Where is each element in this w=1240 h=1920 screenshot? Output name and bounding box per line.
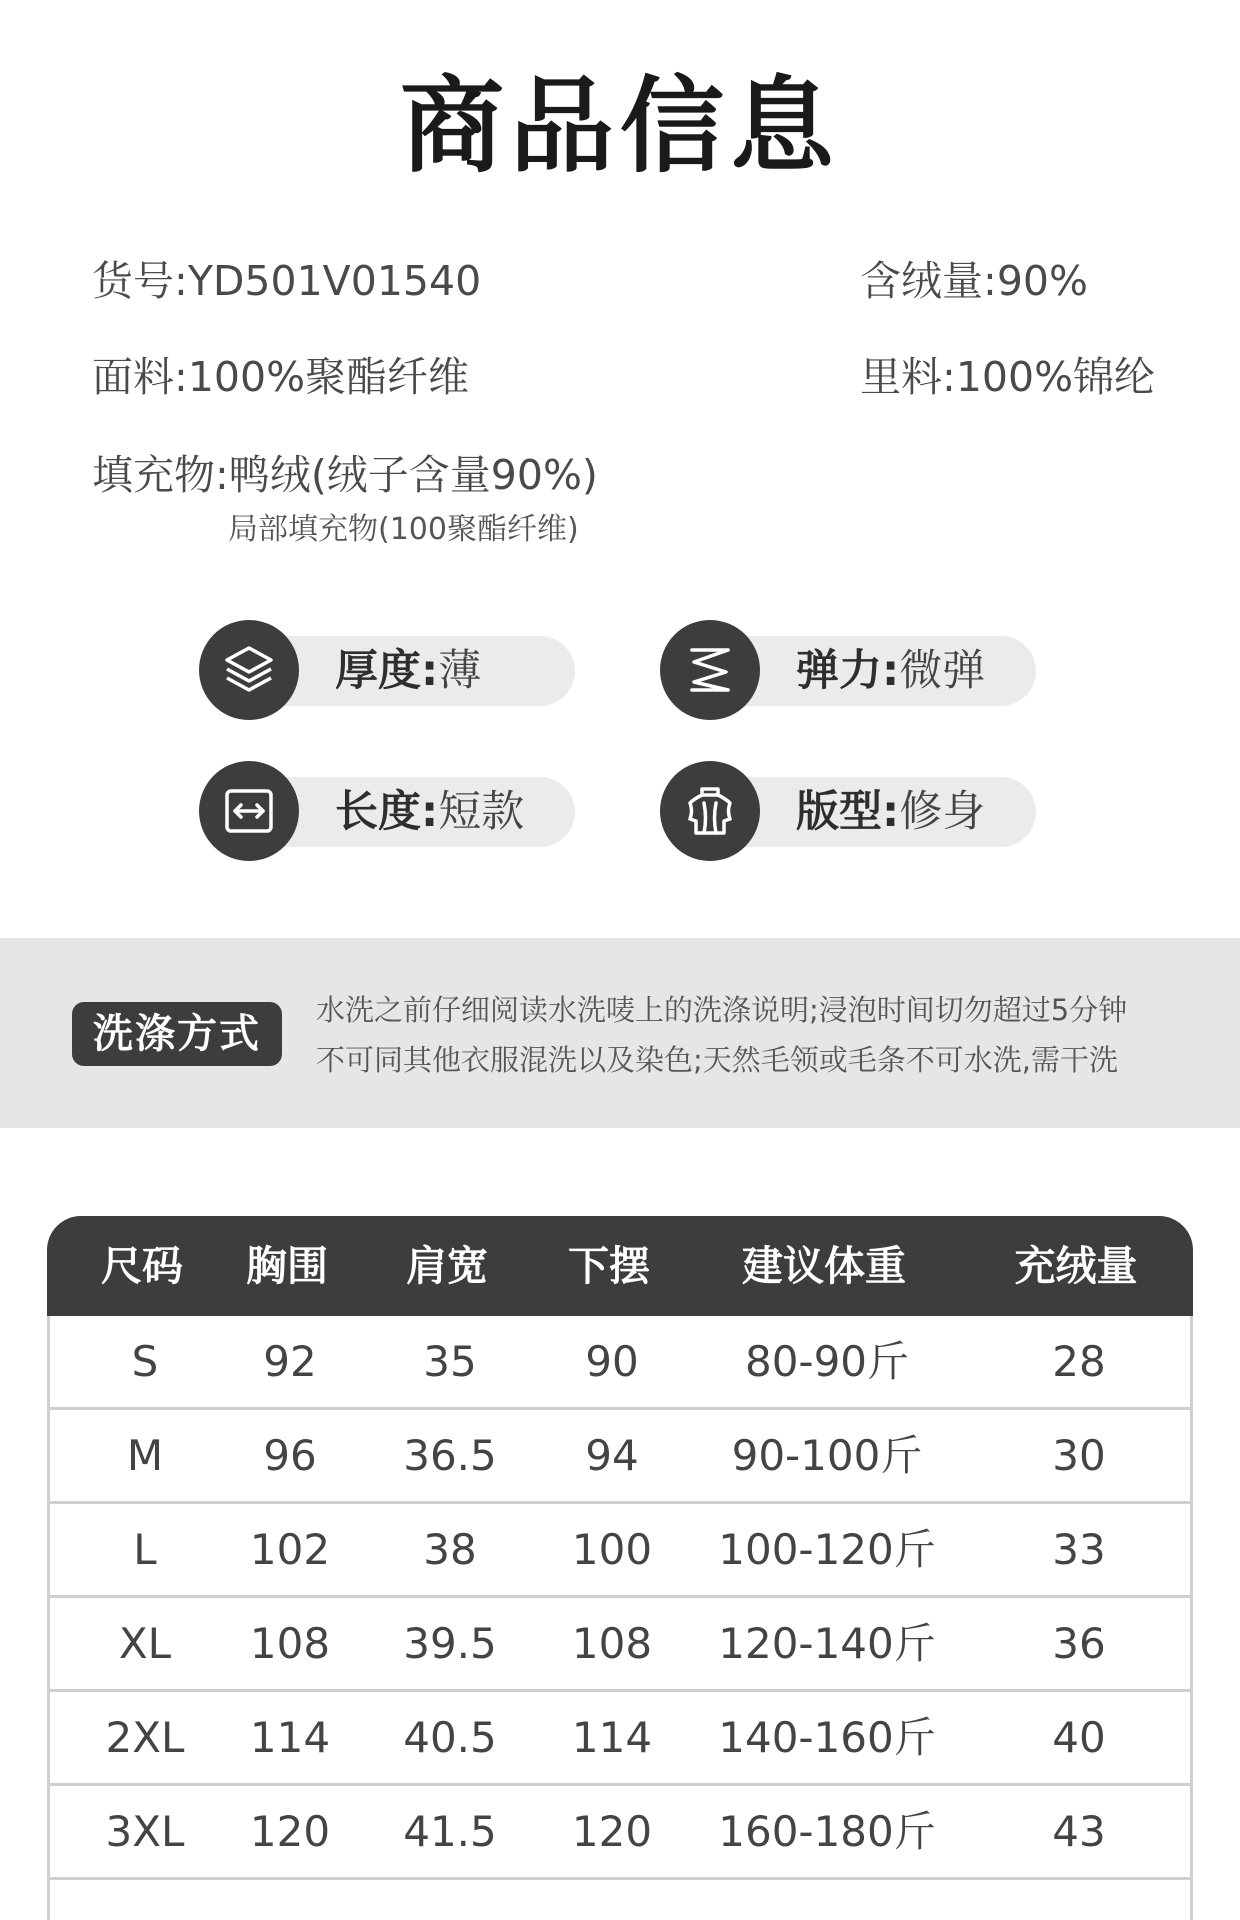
cell-size: L: [133, 1525, 157, 1574]
item-number: 货号:YD501V01540: [92, 257, 482, 305]
cell-weight: 140-160斤: [718, 1713, 936, 1762]
cell-size: M: [126, 1431, 164, 1480]
attr-value: 短款: [438, 787, 525, 837]
table-row: [47, 1410, 1193, 1504]
cell-chest: 108: [249, 1619, 331, 1668]
header-shoulder: 肩宽: [406, 1242, 488, 1290]
lining-info: 里料:100%锦纶: [860, 353, 1156, 401]
filling-info: 填充物:鸭绒(绒子含量90%): [92, 451, 598, 499]
cell-chest: 92: [263, 1337, 317, 1386]
cell-shoulder: 41.5: [403, 1807, 497, 1856]
attr-label: 厚度:: [335, 646, 439, 696]
cell-weight: 120-140斤: [718, 1619, 936, 1668]
header-weight: 建议体重: [742, 1242, 906, 1290]
attr-value: 微弹: [899, 646, 986, 696]
cell-weight: 100-120斤: [718, 1525, 936, 1574]
down-content: 含绒量:90%: [860, 257, 1088, 305]
cell-down-fill: 28: [1052, 1337, 1106, 1386]
cell-chest: 120: [249, 1807, 331, 1856]
cell-hem: 114: [571, 1713, 653, 1762]
cell-shoulder: 40.5: [403, 1713, 497, 1762]
attr-fit: [660, 761, 1036, 861]
attr-text: [796, 777, 985, 847]
fabric-info: 面料:100%聚酯纤维: [92, 353, 470, 401]
layers-icon: [199, 620, 299, 720]
cell-chest: 114: [249, 1713, 331, 1762]
cell-hem: 120: [571, 1807, 653, 1856]
table-row: [47, 1598, 1193, 1692]
cell-chest: 96: [263, 1431, 317, 1480]
cell-weight: 80-90斤: [744, 1337, 910, 1386]
cell-hem: 94: [585, 1431, 639, 1480]
cell-hem: 100: [571, 1525, 653, 1574]
table-row: [47, 1504, 1193, 1598]
cell-shoulder: 36.5: [403, 1431, 497, 1480]
cell-hem: 90: [585, 1337, 639, 1386]
table-row: [47, 1786, 1193, 1880]
attr-text: [796, 636, 985, 706]
attr-label: 长度:: [335, 787, 439, 837]
filling-note: 局部填充物(100聚酯纤维): [228, 512, 579, 547]
wash-instruction-line: 水洗之前仔细阅读水洗唛上的洗涤说明;浸泡时间切勿超过5分钟: [316, 993, 1128, 1027]
cell-down-fill: 43: [1052, 1807, 1106, 1856]
attr-label: 版型:: [796, 787, 900, 837]
cell-shoulder: 39.5: [403, 1619, 497, 1668]
attr-value: 修身: [899, 787, 986, 837]
header-chest: 胸围: [246, 1242, 328, 1290]
zigzag-stretch-icon: [660, 620, 760, 720]
table-row: [47, 1692, 1193, 1786]
attr-text: [335, 777, 524, 847]
cell-hem: 108: [571, 1619, 653, 1668]
header-hem: 下摆: [568, 1242, 650, 1290]
attr-value: 薄: [438, 646, 482, 696]
cell-size: 2XL: [105, 1713, 185, 1762]
cell-weight: 160-180斤: [718, 1807, 936, 1856]
attr-length: [199, 761, 575, 861]
table-row-cutoff: [47, 1880, 1193, 1920]
cell-down-fill: 33: [1052, 1525, 1106, 1574]
attr-thickness: [199, 620, 575, 720]
cell-down-fill: 36: [1052, 1619, 1106, 1668]
size-table-header: [47, 1216, 1193, 1316]
wash-badge: 洗涤方式: [72, 1002, 282, 1066]
attr-text: [335, 636, 481, 706]
attr-label: 弹力:: [796, 646, 900, 696]
page-title: 商品信息: [399, 65, 840, 187]
header-size: 尺码: [101, 1242, 183, 1290]
size-table: [47, 1216, 1193, 1920]
jacket-fit-icon: [660, 761, 760, 861]
cell-down-fill: 30: [1052, 1431, 1106, 1480]
wash-instruction-line: 不可同其他衣服混洗以及染色;天然毛领或毛条不可水洗,需干洗: [316, 1043, 1118, 1077]
attr-elasticity: [660, 620, 1036, 720]
cell-down-fill: 40: [1052, 1713, 1106, 1762]
cell-shoulder: 38: [423, 1525, 477, 1574]
wash-section: [0, 938, 1240, 1128]
length-arrows-icon: [199, 761, 299, 861]
cell-size: S: [131, 1337, 159, 1386]
cell-weight: 90-100斤: [731, 1431, 923, 1480]
cell-size: 3XL: [105, 1807, 185, 1856]
cell-shoulder: 35: [423, 1337, 477, 1386]
cell-chest: 102: [249, 1525, 331, 1574]
table-row: [47, 1316, 1193, 1410]
header-down-fill: 充绒量: [1014, 1242, 1138, 1290]
cell-size: XL: [118, 1619, 172, 1668]
